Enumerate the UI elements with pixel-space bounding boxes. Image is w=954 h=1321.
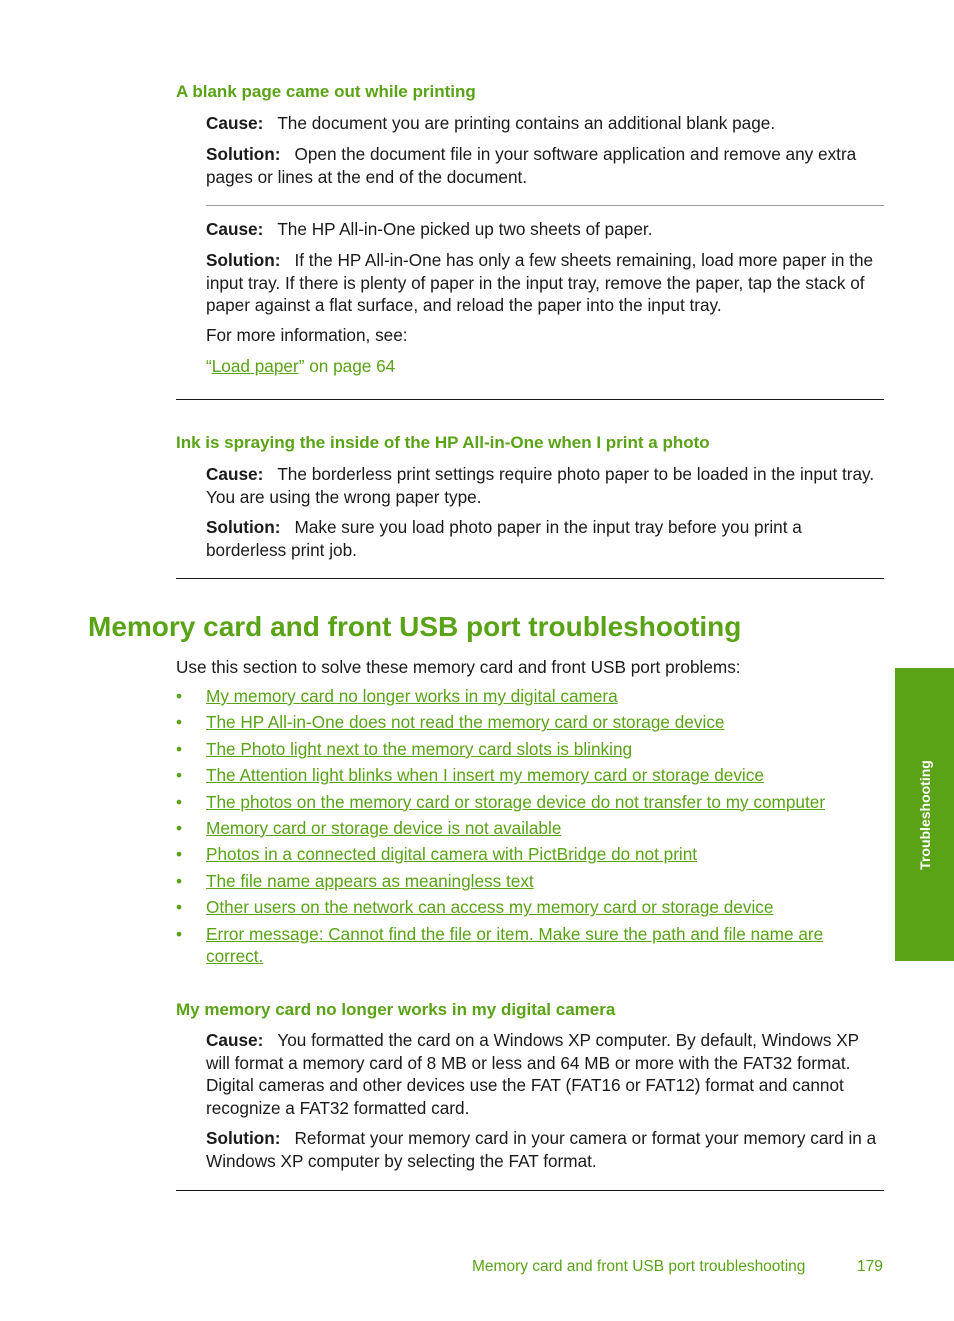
problem-link[interactable]: The Photo light next to the memory card slots is blinking <box>206 738 633 759</box>
solution-text: Open the document file in your software application and remove any extra pages or lines at the end of the document. <box>206 144 857 187</box>
divider <box>176 399 884 400</box>
problem-link[interactable]: Memory card or storage device is not available <box>206 817 562 838</box>
list-item <box>176 764 884 787</box>
solution-label: Solution: <box>206 517 281 537</box>
link-suffix: ” on page 64 <box>298 356 396 376</box>
solution-label: Solution: <box>206 144 281 164</box>
list-item <box>176 843 884 866</box>
cause-text: The HP All-in-One picked up two sheets of paper. <box>277 219 653 239</box>
side-tab-label: Troubleshooting <box>916 759 933 870</box>
list-item <box>176 711 884 734</box>
bullet-icon: • <box>176 712 183 733</box>
list-item <box>176 923 884 968</box>
solution-paragraph <box>206 143 884 188</box>
section-heading-blank-page: A blank page came out while printing <box>176 82 476 101</box>
intro-text: Use this section to solve these memory card and front USB port problems: <box>176 657 741 677</box>
cause-label: Cause: <box>206 1030 264 1050</box>
divider <box>176 1190 884 1191</box>
page-number: 179 <box>857 1258 883 1275</box>
bullet-icon: • <box>176 817 183 838</box>
more-info-text: For more information, see: <box>206 325 408 345</box>
cause-label: Cause: <box>206 219 264 239</box>
load-paper-link[interactable] <box>206 355 884 378</box>
list-item <box>176 791 884 814</box>
divider <box>206 205 884 206</box>
bullet-icon: • <box>176 844 183 865</box>
solution-label: Solution: <box>206 1128 281 1148</box>
problem-link[interactable]: The file name appears as meaningless text <box>206 870 534 891</box>
problem-link[interactable]: Other users on the network can access my memory card or storage device <box>206 897 774 918</box>
bullet-icon: • <box>176 923 183 944</box>
cause-label: Cause: <box>206 113 264 133</box>
problem-link[interactable]: Photos in a connected digital camera with PictBridge do not print <box>206 844 698 865</box>
cause-paragraph <box>206 1029 884 1119</box>
divider <box>176 578 884 579</box>
cause-text: You formatted the card on a Windows XP computer. By default, Windows XP will format a memory card of 8 MB or less and 64 MB or more with the FAT32 format. Digital cameras and other devices use the FAT (FAT16 or FAT12) format and cannot recognize a FAT32 formatted card. <box>206 1030 859 1118</box>
problem-link[interactable]: The photos on the memory card or storage device do not transfer to my computer <box>206 791 826 812</box>
bullet-icon: • <box>176 686 183 706</box>
link-text[interactable]: Load paper <box>211 356 299 376</box>
solution-paragraph <box>206 1127 884 1172</box>
solution-paragraph <box>206 516 884 561</box>
problem-link[interactable]: My memory card no longer works in my digital camera <box>206 686 618 706</box>
solution-paragraph <box>206 249 884 317</box>
solution-text: Make sure you load photo paper in the input tray before you print a borderless print job. <box>206 517 802 560</box>
bullet-icon: • <box>176 791 183 812</box>
problem-link[interactable]: The HP All-in-One does not read the memory card or storage device <box>206 712 725 733</box>
cause-text: The document you are printing contains an additional blank page. <box>277 113 776 133</box>
cause-paragraph <box>206 463 884 508</box>
problem-link[interactable]: Error message: Cannot find the file or item. Make sure the path and file name are correct. <box>206 923 824 967</box>
section-heading-ink-spraying: Ink is spraying the inside of the HP All-in-One when I print a photo <box>176 433 710 452</box>
bullet-icon: • <box>176 897 183 918</box>
link-open-quote: “ <box>206 356 212 376</box>
problem-link-list <box>176 685 884 971</box>
page-title: Memory card and front USB port troubleshooting <box>88 611 742 642</box>
problem-link[interactable]: The Attention light blinks when I insert my memory card or storage device <box>206 765 764 786</box>
bullet-icon: • <box>176 738 183 759</box>
cause-paragraph <box>206 112 884 135</box>
cause-text: The borderless print settings require photo paper to be loaded in the input tray. You are using the wrong paper type. <box>206 464 875 507</box>
solution-text: If the HP All-in-One has only a few sheets remaining, load more paper in the input tray. If there is plenty of paper in the input tray, remove the paper, tap the stack of paper against a flat surface, and reload the paper into the input tray. <box>206 250 874 315</box>
cause-paragraph <box>206 218 884 241</box>
list-item <box>176 685 884 708</box>
bullet-icon: • <box>176 870 183 891</box>
cause-label: Cause: <box>206 464 264 484</box>
list-item <box>176 817 884 840</box>
solution-label: Solution: <box>206 250 281 270</box>
solution-text: Reformat your memory card in your camera or format your memory card in a Windows XP computer by selecting the FAT format. <box>206 1128 877 1171</box>
list-item <box>176 738 884 761</box>
list-item <box>176 896 884 919</box>
bullet-icon: • <box>176 765 183 786</box>
section-heading-memory-card-camera: My memory card no longer works in my digital camera <box>176 1000 616 1019</box>
list-item <box>176 870 884 893</box>
troubleshooting-side-tab <box>895 668 954 961</box>
footer-section-name: Memory card and front USB port troubleshooting <box>472 1258 806 1275</box>
